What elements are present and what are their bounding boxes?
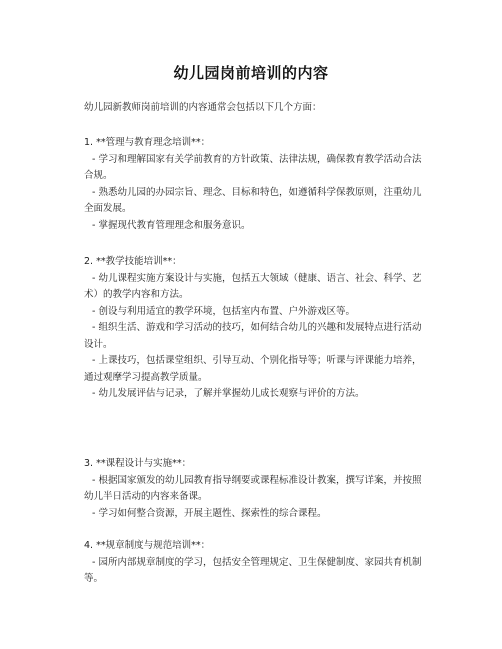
document-title: 幼儿园岗前培训的内容 [173,64,329,82]
section-management-philosophy [84,135,424,234]
list-item: - 学习如何整合资源，开展主题性、探索性的综合课程。 [92,507,327,519]
list-item: - 根据国家颁发的幼儿园教育指导纲要或课程标准设计教案，撰写详案，并按照幼儿半日活动的内容来备课。 [84,474,422,502]
section-heading: 1. **管理与教育理念培训**： [84,137,211,148]
section-rules-regulations [84,538,424,588]
section-heading: 4. **规章制度与规范培训**： [84,540,211,551]
section-teaching-skills [84,254,424,403]
section-curriculum-design [84,456,424,522]
list-item: - 学习和理解国家有关学前教育的方针政策、法律法规，确保教育教学活动合法合规。 [84,153,422,181]
section-heading: 3. **课程设计与实施**： [84,458,192,469]
list-item: - 熟悉幼儿园的办园宗旨、理念、目标和特色，如遵循科学保教原则，注重幼儿全面发展。 [84,186,422,214]
intro-paragraph: 幼儿园新教师岗前培训的内容通常会包括以下几个方面： [84,102,322,113]
list-item: - 创设与利用适宜的教学环境，包括室内布置、户外游戏区等。 [92,305,355,317]
list-item: - 组织生活、游戏和学习活动的技巧，如何结合幼儿的兴趣和发展特点进行活动设计。 [84,322,422,350]
list-item: - 上课技巧，包括课堂组织、引导互动、个别化指导等；听课与评课能力培养，通过观摩学习提高教学质量。 [84,355,422,383]
section-heading: 2. **教学技能培训**： [84,256,182,267]
list-item: - 园所内部规章制度的学习，包括安全管理规定、卫生保健制度、家园共育机制等。 [84,556,422,584]
list-item: - 幼儿发展评估与记录，了解并掌握幼儿成长观察与评价的方法。 [92,388,365,399]
list-item: - 掌握现代教育管理理念和服务意识。 [92,219,251,231]
list-item: - 幼儿课程实施方案设计与实施，包括五大领域（健康、语言、社会、科学、艺术）的教学内容和方法。 [84,272,422,300]
